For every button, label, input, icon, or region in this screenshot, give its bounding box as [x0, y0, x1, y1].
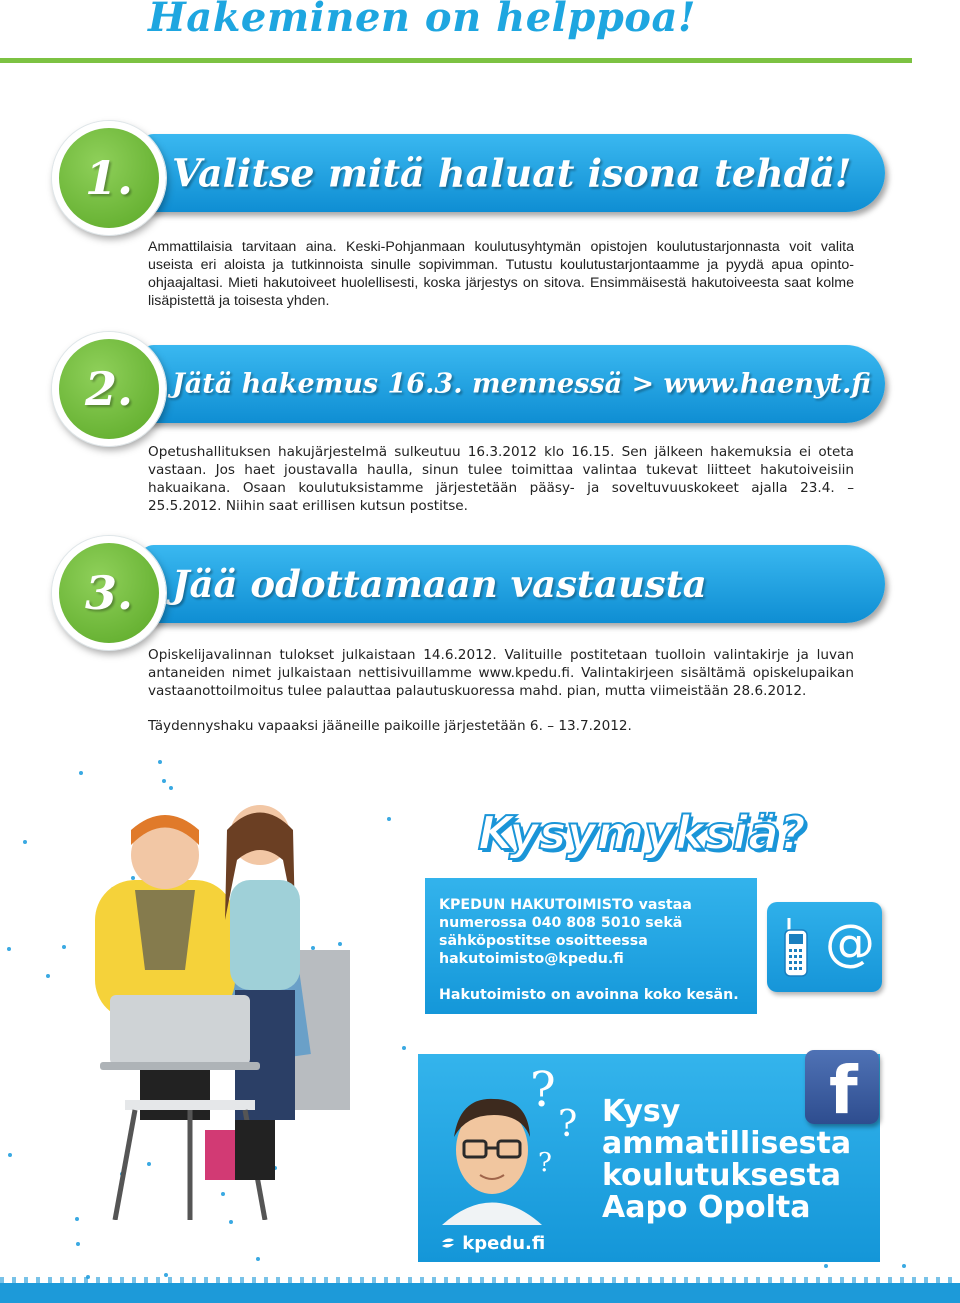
- step-2-badge: [52, 332, 166, 446]
- decorative-dot: [7, 947, 11, 951]
- step-2-text: Opetushallituksen hakujärjestelmä sulkeutuu 16.3.2012 klo 16.15. Sen jälkeen hakemuksia ei oteta vastaan. Jos haet joustavalla haulla, sinun tulee toimittaa valintaa tukevat liitteet hakutoiveisiin hakuaikana. Osaan koulutuksistamme järjestetään pääsy- ja soveltuvuuskokeet ajalla 23.4. – 25.5.2012. Niihin saat erillisen kutsun postitse.: [148, 444, 854, 514]
- step-1-banner: [140, 134, 885, 212]
- question-mark-3: ?: [538, 1148, 552, 1178]
- decorative-dot: [8, 1153, 12, 1157]
- decorative-dot: [229, 1220, 233, 1224]
- title-divider: [0, 58, 912, 63]
- contact-icons-box: [767, 902, 882, 992]
- page-title: Hakeminen on helppoa!: [148, 0, 696, 41]
- questions-title: Kysymyksiä?: [478, 806, 806, 860]
- step-3-banner: [140, 545, 885, 623]
- contact-line-3: sähköpostitse osoitteessa: [439, 933, 648, 949]
- step-1-badge: [52, 121, 166, 235]
- contact-email[interactable]: hakutoimisto@kpedu.fi: [439, 951, 624, 967]
- kpedu-logo-text: kpedu.fi: [462, 1233, 546, 1254]
- decorative-dot: [46, 974, 50, 978]
- step-1-heading: Valitse mitä haluat isona tehdä!: [172, 150, 852, 196]
- decorative-dot: [23, 840, 27, 844]
- decorative-dot: [387, 817, 391, 821]
- students-photo: [55, 800, 385, 1220]
- contact-info-box: [425, 878, 757, 1014]
- step-1-number: 1.: [84, 151, 134, 205]
- contact-line-1: KPEDUN HAKUTOIMISTO vastaa: [439, 897, 692, 913]
- aapo-line-3: koulutuksesta: [602, 1158, 842, 1193]
- step-3-text-supplementary: Täydennyshaku vapaaksi jääneille paikoille järjestetään 6. – 13.7.2012.: [148, 718, 632, 734]
- aapo-line-2: ammatillisesta: [602, 1126, 852, 1161]
- at-icon: @: [825, 914, 875, 972]
- facebook-f-glyph: f: [829, 1052, 858, 1129]
- mobile-phone-icon: [781, 916, 811, 978]
- decorative-dot: [824, 1264, 828, 1268]
- decorative-dot: [162, 779, 166, 783]
- decorative-dot: [402, 1046, 406, 1050]
- step-3-badge: [52, 536, 166, 650]
- office-hours-note: Hakutoimisto on avoinna koko kesän.: [439, 987, 739, 1003]
- step-3-number: 3.: [84, 566, 134, 620]
- aapo-line-4: Aapo Opolta: [602, 1190, 811, 1225]
- contact-line-2: numerossa 040 808 5010 sekä: [439, 915, 683, 931]
- question-mark-1: ?: [530, 1062, 556, 1118]
- decorative-dot: [79, 771, 83, 775]
- decorative-dot: [164, 1273, 168, 1277]
- aapo-line-1: Kysy: [602, 1094, 681, 1129]
- question-mark-2: ?: [558, 1104, 578, 1145]
- facebook-icon[interactable]: [805, 1050, 879, 1129]
- step-3-text: Opiskelijavalinnan tulokset julkaistaan 14.6.2012. Valituille postitetaan tuolloin valintakirje ja luvan antaneiden nimet julkaistaan nettisivuillamme www.kpedu.fi. Valintakirjeen sisältämä opiskelupaikan vastaanottoilmoitus tulee palauttaa palautuskuoressa mahd. pian, mutta viimeistään 28.6.2012.: [148, 647, 854, 699]
- decorative-dot: [902, 1264, 906, 1268]
- decorative-dot: [169, 786, 173, 790]
- decorative-dot: [256, 1257, 260, 1261]
- step-1-text: Ammattilaisia tarvitaan aina. Keski-Pohjanmaan koulutusyhtymän opistojen koulutustarjonnasta voit valita useista eri aloista ja tutkinnoista sinulle sopivimman. Tutustu koulutustarjontaamme ja pyydä apua opinto-ohjaajaltasi. Mieti hakutoiveet huolellisesti, koska järjestys on sitova. Ensimmäisestä hakutoiveesta saat kolme lisäpistettä ja toisesta yhden.: [148, 239, 854, 309]
- kpedu-logo[interactable]: [440, 1233, 545, 1254]
- footer-band: [0, 1283, 960, 1303]
- step-2-heading: Jätä hakemus 16.3. mennessä > www.haenyt.fi: [172, 368, 872, 400]
- step-2-banner: [140, 345, 885, 423]
- decorative-dot: [76, 1242, 80, 1246]
- step-3-heading: Jää odottamaan vastausta: [172, 562, 707, 606]
- step-2-number: 2.: [84, 362, 134, 416]
- decorative-dot: [158, 760, 162, 764]
- kpedu-logo-mark-icon: [440, 1236, 456, 1250]
